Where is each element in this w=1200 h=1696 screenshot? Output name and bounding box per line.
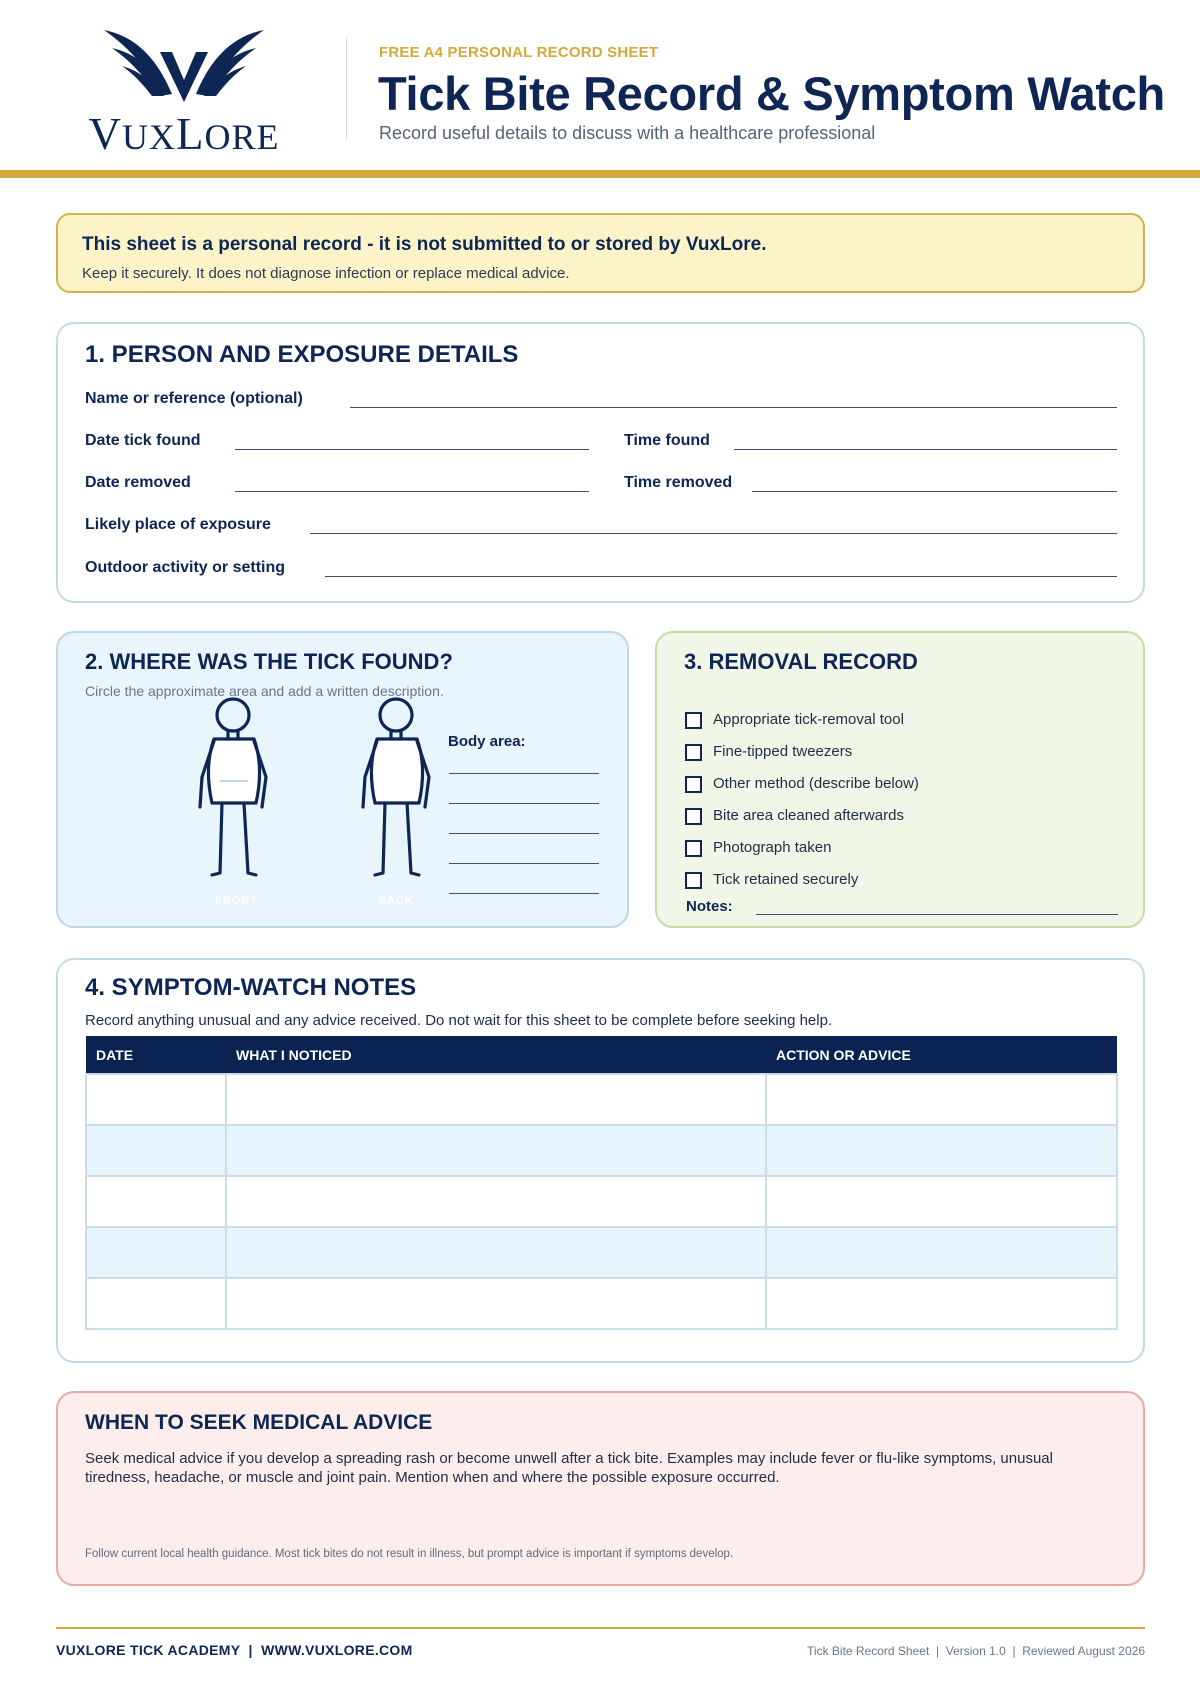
body-back-figure-icon[interactable] [343, 697, 453, 897]
checkbox-label: Appropriate tick-removal tool [713, 711, 904, 728]
activity-label: Outdoor activity or setting [85, 559, 286, 576]
table-row [86, 1125, 1117, 1176]
symptom-table [85, 1036, 1118, 1330]
table-cell[interactable] [226, 1125, 766, 1176]
medical-advice-section [56, 1391, 1145, 1586]
checkbox[interactable] [685, 840, 702, 857]
table-row [86, 1176, 1117, 1227]
table-cell[interactable] [766, 1125, 1117, 1176]
table-cell[interactable] [86, 1227, 226, 1278]
date-removed-label: Date removed [85, 474, 191, 491]
notice-heading: This sheet is a personal record - it is not submitted to or stored by VuxLore. [82, 234, 767, 255]
body-area-line-2[interactable] [449, 803, 599, 804]
notes-label: Notes: [686, 898, 733, 915]
date-found-field[interactable] [235, 449, 589, 450]
checkbox-label: Other method (describe below) [713, 775, 919, 792]
table-cell[interactable] [86, 1176, 226, 1227]
table-cell[interactable] [766, 1227, 1117, 1278]
page-header [0, 0, 1200, 168]
time-removed-field[interactable] [752, 491, 1117, 492]
table-cell[interactable] [86, 1074, 226, 1125]
checkbox[interactable] [685, 776, 702, 793]
table-cell[interactable] [766, 1176, 1117, 1227]
checkbox-label: Tick retained securely [713, 871, 859, 888]
table-cell[interactable] [86, 1278, 226, 1329]
body-area-line-4[interactable] [449, 863, 599, 864]
person-exposure-section [56, 322, 1145, 603]
notes-field[interactable] [756, 914, 1118, 915]
name-label: Name or reference (optional) [85, 390, 303, 407]
checkbox[interactable] [685, 744, 702, 761]
section2-title: 2. WHERE WAS THE TICK FOUND? [85, 649, 453, 674]
table-cell[interactable] [226, 1227, 766, 1278]
logo-wordmark: VUXLORE [88, 109, 280, 159]
activity-field[interactable] [325, 576, 1117, 577]
time-found-label: Time found [624, 432, 710, 449]
footer-rule [56, 1627, 1145, 1629]
table-row [86, 1278, 1117, 1329]
column-header-date: DATE [86, 1036, 226, 1074]
body-area-label: Body area: [448, 733, 526, 750]
table-cell[interactable] [766, 1278, 1117, 1329]
section2-hint: Circle the approximate area and add a written description. [85, 683, 444, 699]
body-area-line-5[interactable] [449, 893, 599, 894]
date-removed-field[interactable] [235, 491, 589, 492]
table-row [86, 1074, 1117, 1125]
back-label: BACK [378, 895, 414, 907]
section4-hint: Record anything unusual and any advice received. Do not wait for this sheet to be complete before seeking help. [85, 1012, 833, 1029]
place-field[interactable] [310, 533, 1117, 534]
body-area-line-3[interactable] [449, 833, 599, 834]
checkbox-label: Bite area cleaned afterwards [713, 807, 904, 824]
symptom-watch-section [56, 958, 1145, 1363]
privacy-notice [56, 213, 1145, 293]
footer-version: Tick Bite Record Sheet | Version 1.0 | Reviewed August 2026 [807, 1644, 1145, 1658]
header-divider [346, 38, 347, 140]
table-row [86, 1227, 1117, 1278]
advice-title: WHEN TO SEEK MEDICAL ADVICE [85, 1411, 433, 1434]
header-gold-bar [0, 170, 1200, 178]
section3-title: 3. REMOVAL RECORD [684, 649, 918, 674]
table-cell[interactable] [226, 1074, 766, 1125]
checkbox-label: Fine-tipped tweezers [713, 743, 853, 760]
date-found-label: Date tick found [85, 432, 201, 449]
body-area-line-1[interactable] [449, 773, 599, 774]
winged-v-logo-icon [64, 26, 304, 106]
checkbox[interactable] [685, 712, 702, 729]
table-cell[interactable] [226, 1176, 766, 1227]
checkbox[interactable] [685, 872, 702, 889]
removal-record-section [655, 631, 1145, 928]
eyebrow-label: FREE A4 PERSONAL RECORD SHEET [379, 44, 659, 61]
checkbox-label: Photograph taken [713, 839, 832, 856]
vuxlore-logo [64, 26, 304, 159]
advice-fine-print: Follow current local health guidance. Most tick bites do not result in illness, but prompt advice is important if symptoms develop. [85, 1548, 734, 1560]
section4-title: 4. SYMPTOM-WATCH NOTES [85, 974, 417, 1001]
advice-paragraph: Seek medical advice if you develop a spreading rash or become unwell after a tick bite. Examples may include fever or flu-like symptoms, unusual tiredness, headache, or muscle and joint pain. Mention when and where the possible exposure occurred. [85, 1450, 1053, 1486]
checkbox[interactable] [685, 808, 702, 825]
notice-text: Keep it securely. It does not diagnose infection or replace medical advice. [82, 265, 570, 282]
column-header-action: ACTION OR ADVICE [766, 1036, 1117, 1074]
name-field[interactable] [350, 407, 1117, 408]
page-title: Tick Bite Record & Symptom Watch [378, 67, 1165, 120]
time-found-field[interactable] [734, 449, 1117, 450]
time-removed-label: Time removed [624, 474, 733, 491]
table-header-row [86, 1036, 1117, 1074]
footer-brand: VUXLORE TICK ACADEMY | WWW.VUXLORE.COM [56, 1642, 413, 1658]
body-front-figure-icon[interactable] [180, 697, 290, 897]
table-cell[interactable] [226, 1278, 766, 1329]
table-cell[interactable] [86, 1125, 226, 1176]
place-label: Likely place of exposure [85, 516, 271, 533]
page-subtitle: Record useful details to discuss with a healthcare professional [379, 123, 876, 143]
table-cell[interactable] [766, 1074, 1117, 1125]
section1-title: 1. PERSON AND EXPOSURE DETAILS [85, 341, 519, 368]
tick-location-section [56, 631, 629, 928]
column-header-noticed: WHAT I NOTICED [226, 1036, 766, 1074]
front-label: FRONT [215, 895, 258, 907]
